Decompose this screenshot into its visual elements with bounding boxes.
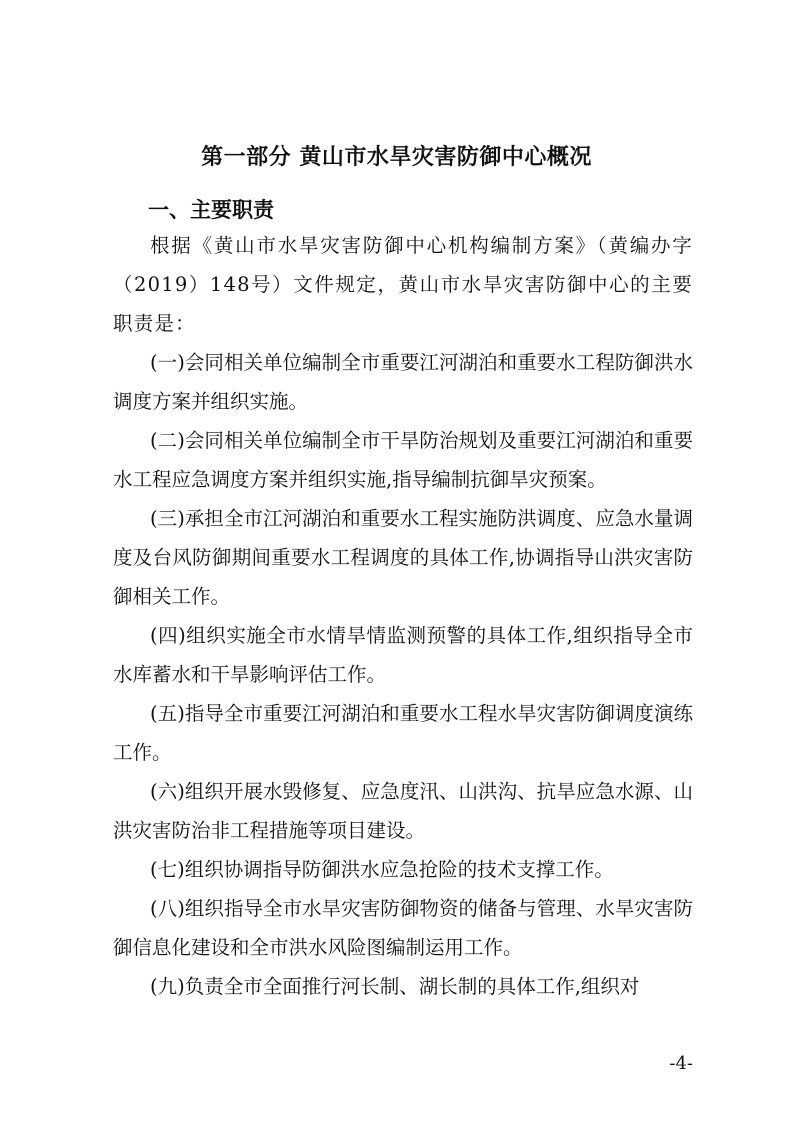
paragraph-duty-5: (五)指导全市重要江河湖泊和重要水工程水旱灾害防御调度演练工作。 <box>113 702 693 764</box>
section-heading: 一、主要职责 <box>148 198 274 222</box>
paragraph-duty-9: (九)负责全市全面推行河长制、湖长制的具体工作,组织对 <box>150 975 640 998</box>
page-number: -4- <box>669 1053 693 1074</box>
paragraph-duty-8: (八)组织指导全市水旱灾害防御物资的储备与管理、水旱灾害防御信息化建设和全市洪水风险图编制运用工作。 <box>113 897 693 959</box>
paragraph-duty-1: (一)会同相关单位编制全市重要江河湖泊和重要水工程防御洪水调度方案并组织实施。 <box>113 351 693 413</box>
body-text <box>113 226 693 1006</box>
paragraph-intro: 根据《黄山市水旱灾害防御中心机构编制方案》（黄编办字（2019）148号）文件规定，黄山市水旱灾害防御中心的主要职责是： <box>113 234 693 335</box>
paragraph-duty-4: (四)组织实施全市水情旱情监测预警的具体工作,组织指导全市水库蓄水和干旱影响评估工作。 <box>113 624 693 686</box>
paragraph-duty-2: (二)会同相关单位编制全市干旱防治规划及重要江河湖泊和重要水工程应急调度方案并组织实施,指导编制抗御旱灾预案。 <box>113 429 693 491</box>
paragraph-duty-7: (七)组织协调指导防御洪水应急抢险的技术支撑工作。 <box>150 858 614 881</box>
paragraph-duty-6: (六)组织开展水毁修复、应急度汛、山洪沟、抗旱应急水源、山洪灾害防治非工程措施等项目建设。 <box>113 780 693 842</box>
page-title: 第一部分 黄山市水旱灾害防御中心概况 <box>201 145 592 170</box>
paragraph-duty-3: (三)承担全市江河湖泊和重要水工程实施防洪调度、应急水量调度及台风防御期间重要水工程调度的具体工作,协调指导山洪灾害防御相关工作。 <box>113 507 693 608</box>
